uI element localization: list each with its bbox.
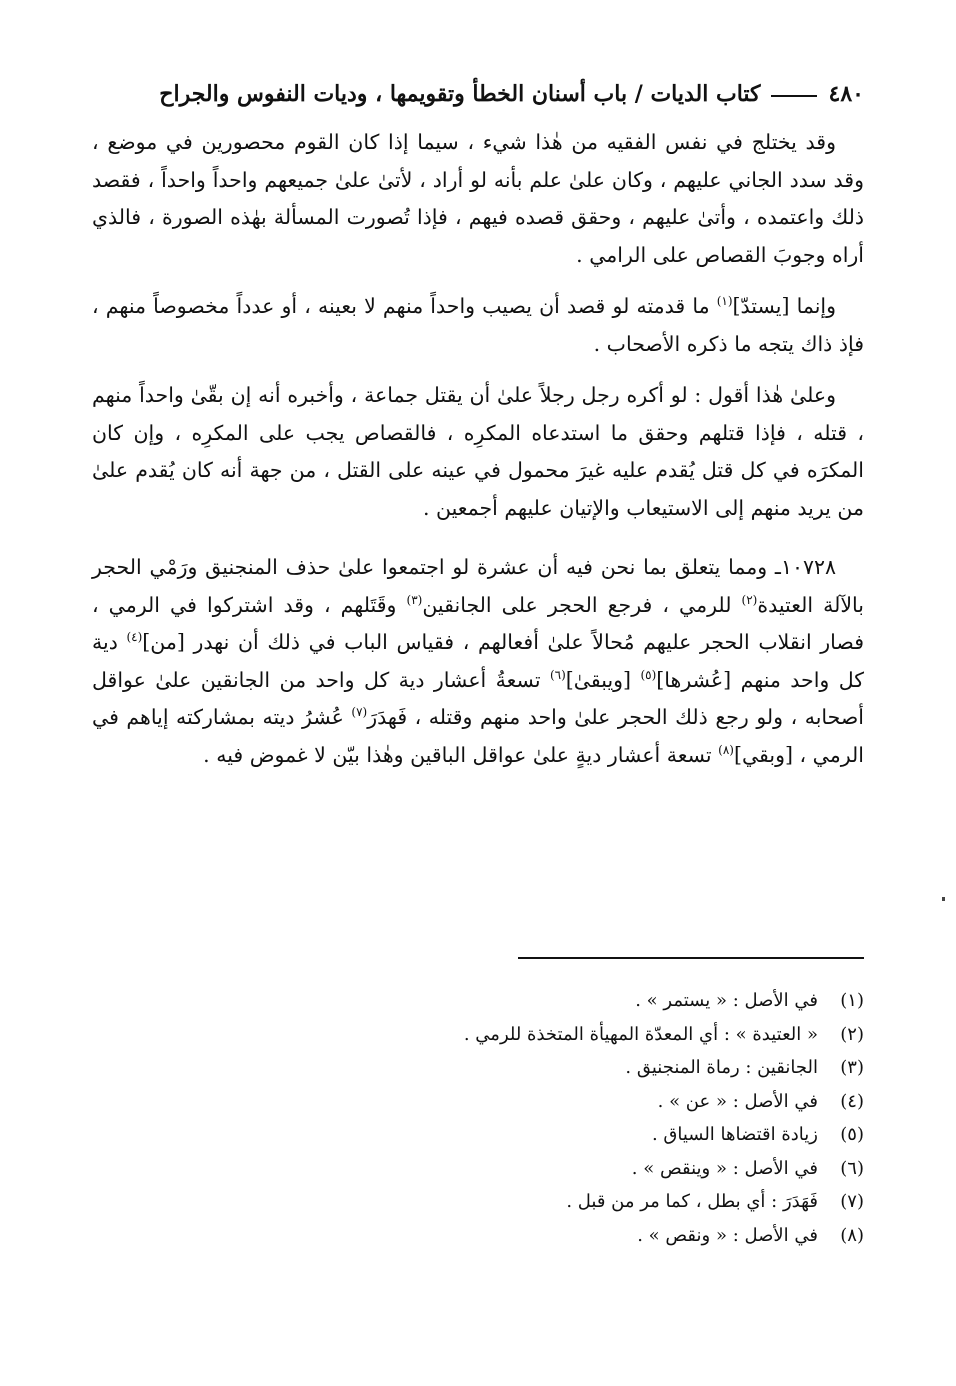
paragraph-3: وعلىٰ هٰذا أقول : لو أكره رجل رجلاً علىٰ أن يقتل جماعة ، وأخبره أنه إن بقّىٰ واحداً منهم ، قتله ، فإذا قتلهم وحقق ما استدعاه المكرِه ، فالقصاص يجب على المكرِه ، وإن كان المكرَه في كل قتل يُقدم عليه غيرَ محمول في عينه على القتل ، من جهة أنه كان يُقدم علىٰ من يريد منهم إلى الاستيعاب والإتيان عليهم أجمعين . bbox=[92, 383, 864, 520]
footnote-7 bbox=[104, 1185, 864, 1219]
footnote-number: (٦) bbox=[840, 1157, 864, 1179]
paragraph-4-part-a: ١٠٧٢٨ـ ومما يتعلق بما نحن فيه أن عشرة لو اجتمعوا علىٰ حذف المنجنيق ورَمْي الحجر بالآلة العتيدة bbox=[92, 555, 864, 617]
footnote-3 bbox=[104, 1051, 864, 1085]
footnote-2 bbox=[104, 1018, 864, 1052]
footnote-text: في الأصل : « يستمر » . bbox=[635, 990, 818, 1011]
footnote-text: فَهَدَرَ : أي بطل ، كما مر من قبل . bbox=[566, 1191, 818, 1212]
footnote-text: في الأصل : « عن » . bbox=[657, 1090, 818, 1112]
footnote-number: (٤) bbox=[840, 1090, 864, 1112]
paragraph-1: وقد يختلج في نفس الفقيه من هٰذا شيء ، سيما إذا كان القوم محصورين في موضع ، وقد سدد الجاني عليهم ، وكان علىٰ علم بأنه لو أراد ، لأتىٰ علىٰ جميعهم واحداً واحداً ، فقصد ذلك واعتمده ، وأتىٰ عليهم ، وحقق قصده فيهم ، فإذا تُصورت المسألة بهٰذه الصورة ، فالذي أراه وجوبَ القصاص على الرامي . bbox=[92, 130, 864, 267]
footnote-ref-8: (٨) bbox=[718, 742, 734, 757]
paragraph-4-part-c: وقَتَلهم ، وقد اشتركوا في الرمي ، فصار انقلاب الحجر عليهم مُحالاً علىٰ أفعالهم ، فقياس الباب في ذلك أن نهدر [من] bbox=[92, 592, 864, 654]
footnote-4 bbox=[104, 1085, 864, 1119]
footnote-ref-3: (٣) bbox=[406, 592, 423, 607]
footnote-text: « العتيدة » : أي المعدّة المهيأة المتخذة للرمي . bbox=[463, 1023, 818, 1045]
footnote-ref-7: (٧) bbox=[351, 705, 368, 720]
footnote-number: (٨) bbox=[840, 1224, 864, 1246]
footnote-ref-6: (٦) bbox=[549, 667, 566, 682]
footnote-text: في الأصل : « ونقص » . bbox=[637, 1224, 818, 1246]
paragraph-2 bbox=[92, 288, 864, 363]
footnote-1 bbox=[104, 984, 864, 1018]
footnote-text: زيادة اقتضاها السياق . bbox=[651, 1124, 818, 1145]
footnote-8 bbox=[104, 1219, 864, 1253]
footnote-number: (٥) bbox=[840, 1124, 864, 1145]
footnote-ref-2: (٢) bbox=[741, 592, 758, 607]
footnotes bbox=[104, 984, 864, 1252]
header-title: كتاب الديات / باب أسنان الخطأ وتقويمها ، وديات النفوس والجراح bbox=[159, 81, 761, 107]
footnote-ref-4: (٤) bbox=[126, 630, 143, 645]
footnote-number: (٢) bbox=[840, 1023, 864, 1045]
paragraph-4-part-g: عُشرُ ديته بمشاركته إياهم في الرمي ، [وبقي] bbox=[92, 705, 864, 767]
footnote-5 bbox=[104, 1118, 864, 1152]
running-header bbox=[92, 72, 864, 116]
footnote-number: (١) bbox=[840, 990, 864, 1011]
paragraph-4-part-d: دية كل واحد منهم [عُشرها] bbox=[92, 630, 865, 692]
footnote-6 bbox=[104, 1152, 864, 1186]
paragraph-2-part-b: ما قدمته لو قصد أن يصيب واحداً منهم لا بعينه ، أو عدداً مخصوصاً منهم ، فإذ ذاك يتجه ما ذكره الأصحاب . bbox=[92, 294, 864, 356]
footnote-ref-1: (١) bbox=[716, 294, 733, 309]
paragraph-4-part-h: تسعة أعشار ديةٍ علىٰ عواقل الباقين وهٰذا بيّن لا غموض فيه . bbox=[203, 742, 719, 767]
footnote-text: الجانقين : رماة المنجنيق . bbox=[625, 1057, 818, 1078]
paragraph-10728 bbox=[92, 549, 864, 774]
paragraph-4-part-e: [ويبقىٰ] bbox=[565, 667, 641, 692]
footnote-separator bbox=[518, 957, 864, 959]
paragraph-2-part-a: وإنما [يستدّ] bbox=[732, 294, 836, 318]
footnote-ref-5: (٥) bbox=[640, 667, 657, 682]
paragraph-4-part-b: للرمي ، فرجع الحجر على الجانقين bbox=[422, 592, 742, 617]
footnote-text: في الأصل : « وينقص » . bbox=[631, 1157, 818, 1179]
header-rule bbox=[771, 95, 817, 97]
footnote-number: (٧) bbox=[840, 1191, 864, 1212]
paragraph-4-part-f: تسعةُ أعشار دية كل واحد من الجانقين علىٰ عواقل أصحابه ، ولو رجع ذلك الحجر علىٰ واحد منهم وقتله ، فَهدَرَ bbox=[92, 667, 865, 729]
main-text bbox=[92, 124, 864, 788]
footnote-number: (٣) bbox=[840, 1057, 864, 1078]
page-number: ٤٨٠ bbox=[828, 81, 864, 107]
margin-dot bbox=[942, 897, 945, 901]
